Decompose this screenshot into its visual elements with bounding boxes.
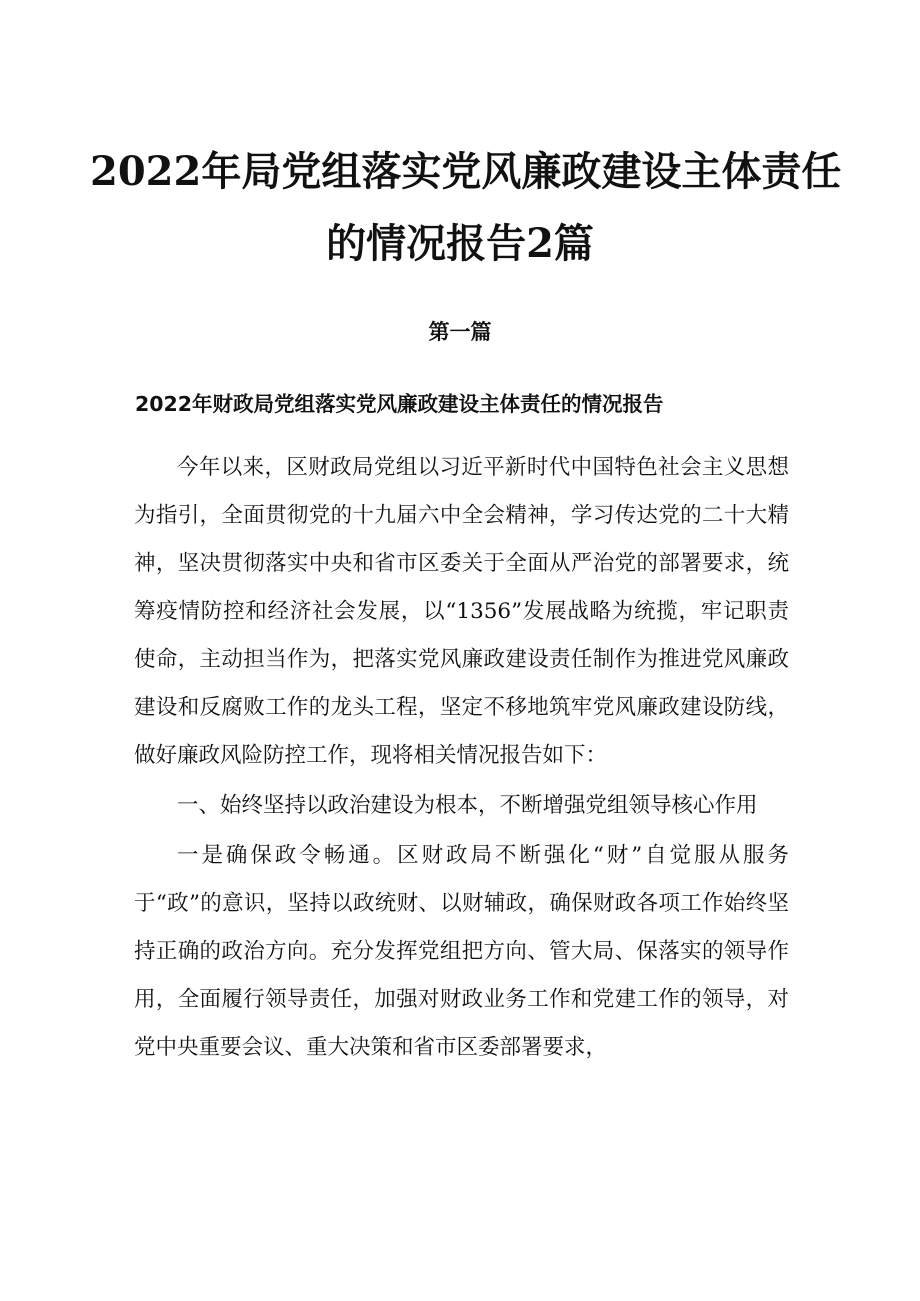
document-body xyxy=(134,444,789,1072)
paragraph-point-1: 一是确保政令畅通。区财政局不断强化“财”自觉服从服务于“政”的意识，坚持以政统财、以财辅政，确保财政各项工作始终坚持正确的政治方向。充分发挥党组把方向、管大局、保落实的领导作用，全面履行领导责任，加强对财政业务工作和党建工作的领导，对党中央重要会议、重大决策和省市区委部署要求， xyxy=(134,843,789,1060)
section-heading-1: 一、始终坚持以政治建设为根本，不断增强党组领导核心作用 xyxy=(177,793,758,818)
document-title-line-1: 2022年局党组落实党风廉政建设主体责任 xyxy=(90,148,842,195)
document-title-line-2: 的情况报告2篇 xyxy=(326,220,594,267)
part-label: 第一篇 xyxy=(428,320,492,344)
report-subtitle: 2022年财政局党组落实党风廉政建设主体责任的情况报告 xyxy=(135,392,664,416)
paragraph-intro: 今年以来，区财政局党组以习近平新时代中国特色社会主义思想为指引，全面贯彻党的十九届六中全会精神，学习传达党的二十大精神，坚决贯彻落实中央和省市区委关于全面从严治党的部署要求，统筹疫情防控和经济社会发展，以“1356”发展战略为统揽，牢记职责使命，主动担当作为，把落实党风廉政建设责任制作为推进党风廉政建设和反腐败工作的龙头工程，坚定不移地筑牢党风廉政建设防线，做好廉政风险防控工作，现将相关情况报告如下： xyxy=(134,455,789,768)
